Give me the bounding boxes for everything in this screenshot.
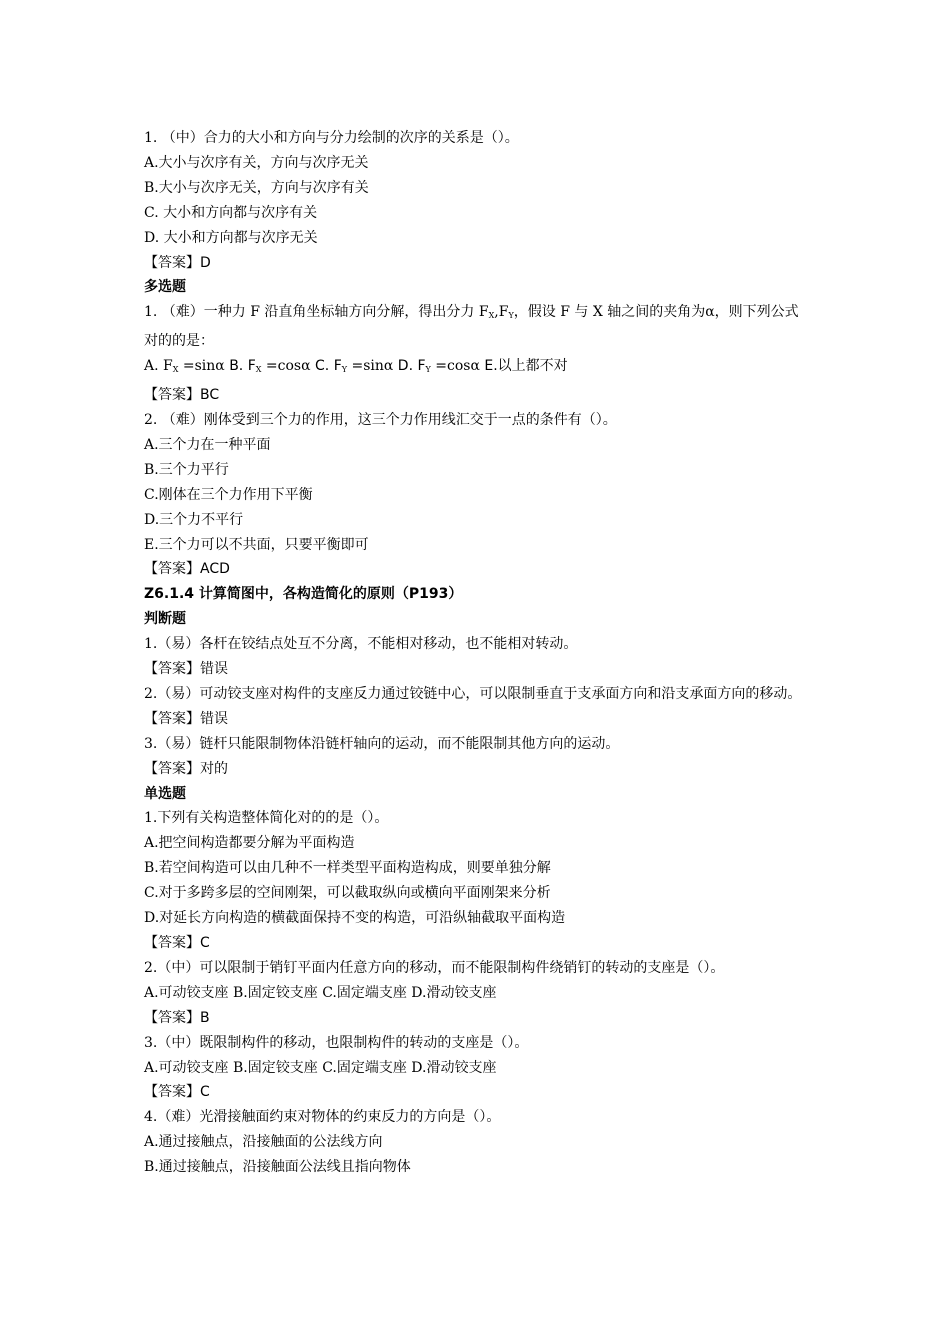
answer-text: 【答案】对的 bbox=[144, 760, 228, 777]
option-text: A.三个力在一种平面 bbox=[144, 436, 271, 453]
option-text: B.若空间构造可以由几种不一样类型平面构造构成，则要单独分解 bbox=[144, 860, 551, 877]
answer-text: 【答案】错误 bbox=[144, 710, 228, 727]
option-text: B.通过接触点，沿接触面公法线且指向物体 bbox=[144, 1159, 411, 1176]
option-text: C.对于多跨多层的空间刚架，可以截取纵向或横向平面刚架来分析 bbox=[144, 885, 551, 902]
question-text: 2.（中）可以限制于销钉平面内任意方向的移动，而不能限制构件绕销钉的转动的支座是（）。 bbox=[144, 959, 725, 976]
option-text: C. 大小和方向都与次序有关 bbox=[144, 204, 318, 221]
subscript-y: Y bbox=[508, 311, 514, 321]
question-text: 4.（难）光滑接触面约束对物体的约束反力的方向是（）。 bbox=[144, 1109, 501, 1126]
answer-text: 【答案】C bbox=[144, 1084, 210, 1101]
option-text: B.大小与次序无关，方向与次序有关 bbox=[144, 179, 369, 196]
subscript-y: Y bbox=[341, 365, 348, 375]
question-text: 2.（易）可动铰支座对构件的支座反力通过铰链中心，可以限制垂直于支承面方向和沿支承面方向的移动。 bbox=[144, 685, 802, 702]
option-text: A.可动铰支座 B.固定铰支座 C.固定端支座 D.滑动铰支座 bbox=[144, 984, 497, 1001]
option-b-label: B. F bbox=[229, 358, 256, 375]
option-d-label: D. F bbox=[397, 358, 426, 375]
option-text: B.三个力平行 bbox=[144, 461, 229, 478]
option-c-value: =sinα bbox=[347, 358, 398, 375]
option-e-label: E.以上都不对 bbox=[484, 358, 568, 375]
answer-text: 【答案】C bbox=[144, 935, 210, 951]
answer-text: 【答案】ACD bbox=[144, 561, 230, 578]
subscript-x: X bbox=[172, 365, 179, 375]
question-text: 1. （中）合力的大小和方向与分力绘制的次序的关系是（）。 bbox=[144, 130, 519, 146]
option-text: D.三个力不平行 bbox=[144, 511, 244, 528]
subscript-y: Y bbox=[425, 365, 431, 375]
answer-text: 【答案】BC bbox=[144, 387, 220, 404]
option-a-value: =sinα bbox=[178, 358, 230, 375]
option-d-value: =cosα bbox=[430, 358, 485, 375]
question-prefix: 1. （难）一种力 F 沿直角坐标轴方向分解，得出分力 F bbox=[144, 304, 489, 321]
option-b-value: =cosα bbox=[261, 358, 316, 375]
question-text bbox=[144, 300, 809, 354]
answer-text: 【答案】错误 bbox=[144, 661, 228, 678]
subscript-x: X bbox=[488, 311, 495, 321]
option-text: D. 大小和方向都与次序无关 bbox=[144, 229, 318, 246]
answer-text: 【答案】B bbox=[144, 1009, 210, 1026]
answer-text: 【答案】D bbox=[144, 254, 211, 271]
option-c-label: C. F bbox=[315, 358, 342, 375]
section-heading: 多选题 bbox=[144, 279, 186, 296]
question-suffix: ，假设 F 与 X 轴之间的夹角为α，则下列公式对的的是： bbox=[144, 304, 799, 350]
comma-f: ,F bbox=[494, 304, 509, 321]
section-heading: 单选题 bbox=[144, 785, 186, 802]
document-content bbox=[144, 126, 809, 1180]
formula-options bbox=[144, 354, 809, 383]
option-text: A.可动铰支座 B.固定铰支座 C.固定端支座 D.滑动铰支座 bbox=[144, 1059, 497, 1076]
question-text: 1.（易）各杆在铰结点处互不分离，不能相对移动，也不能相对转动。 bbox=[144, 636, 578, 653]
question-text: 3.（易）链杆只能限制物体沿链杆轴向的运动，而不能限制其他方向的运动。 bbox=[144, 735, 620, 752]
section-heading: 判断题 bbox=[144, 611, 186, 628]
question-text: 1.下列有关构造整体简化对的的是（）。 bbox=[144, 810, 389, 827]
subscript-x: X bbox=[255, 365, 262, 375]
option-text: E.三个力可以不共面，只要平衡即可 bbox=[144, 536, 369, 553]
option-text: A.大小与次序有关，方向与次序无关 bbox=[144, 154, 369, 171]
section-heading: Z6.1.4 计算简图中，各构造简化的原则（P193） bbox=[144, 586, 463, 603]
option-text: D.对延长方向构造的横截面保持不变的构造，可沿纵轴截取平面构造 bbox=[144, 910, 566, 927]
option-text: A.通过接触点，沿接触面的公法线方向 bbox=[144, 1134, 383, 1151]
option-a-label: A. F bbox=[144, 358, 173, 375]
question-text: 3.（中）既限制构件的移动，也限制构件的转动的支座是（）。 bbox=[144, 1034, 529, 1051]
question-text: 2. （难）刚体受到三个力的作用，这三个力作用线汇交于一点的条件有（）。 bbox=[144, 411, 617, 428]
option-text: C.刚体在三个力作用下平衡 bbox=[144, 486, 313, 503]
option-text: A.把空间构造都要分解为平面构造 bbox=[144, 835, 355, 852]
